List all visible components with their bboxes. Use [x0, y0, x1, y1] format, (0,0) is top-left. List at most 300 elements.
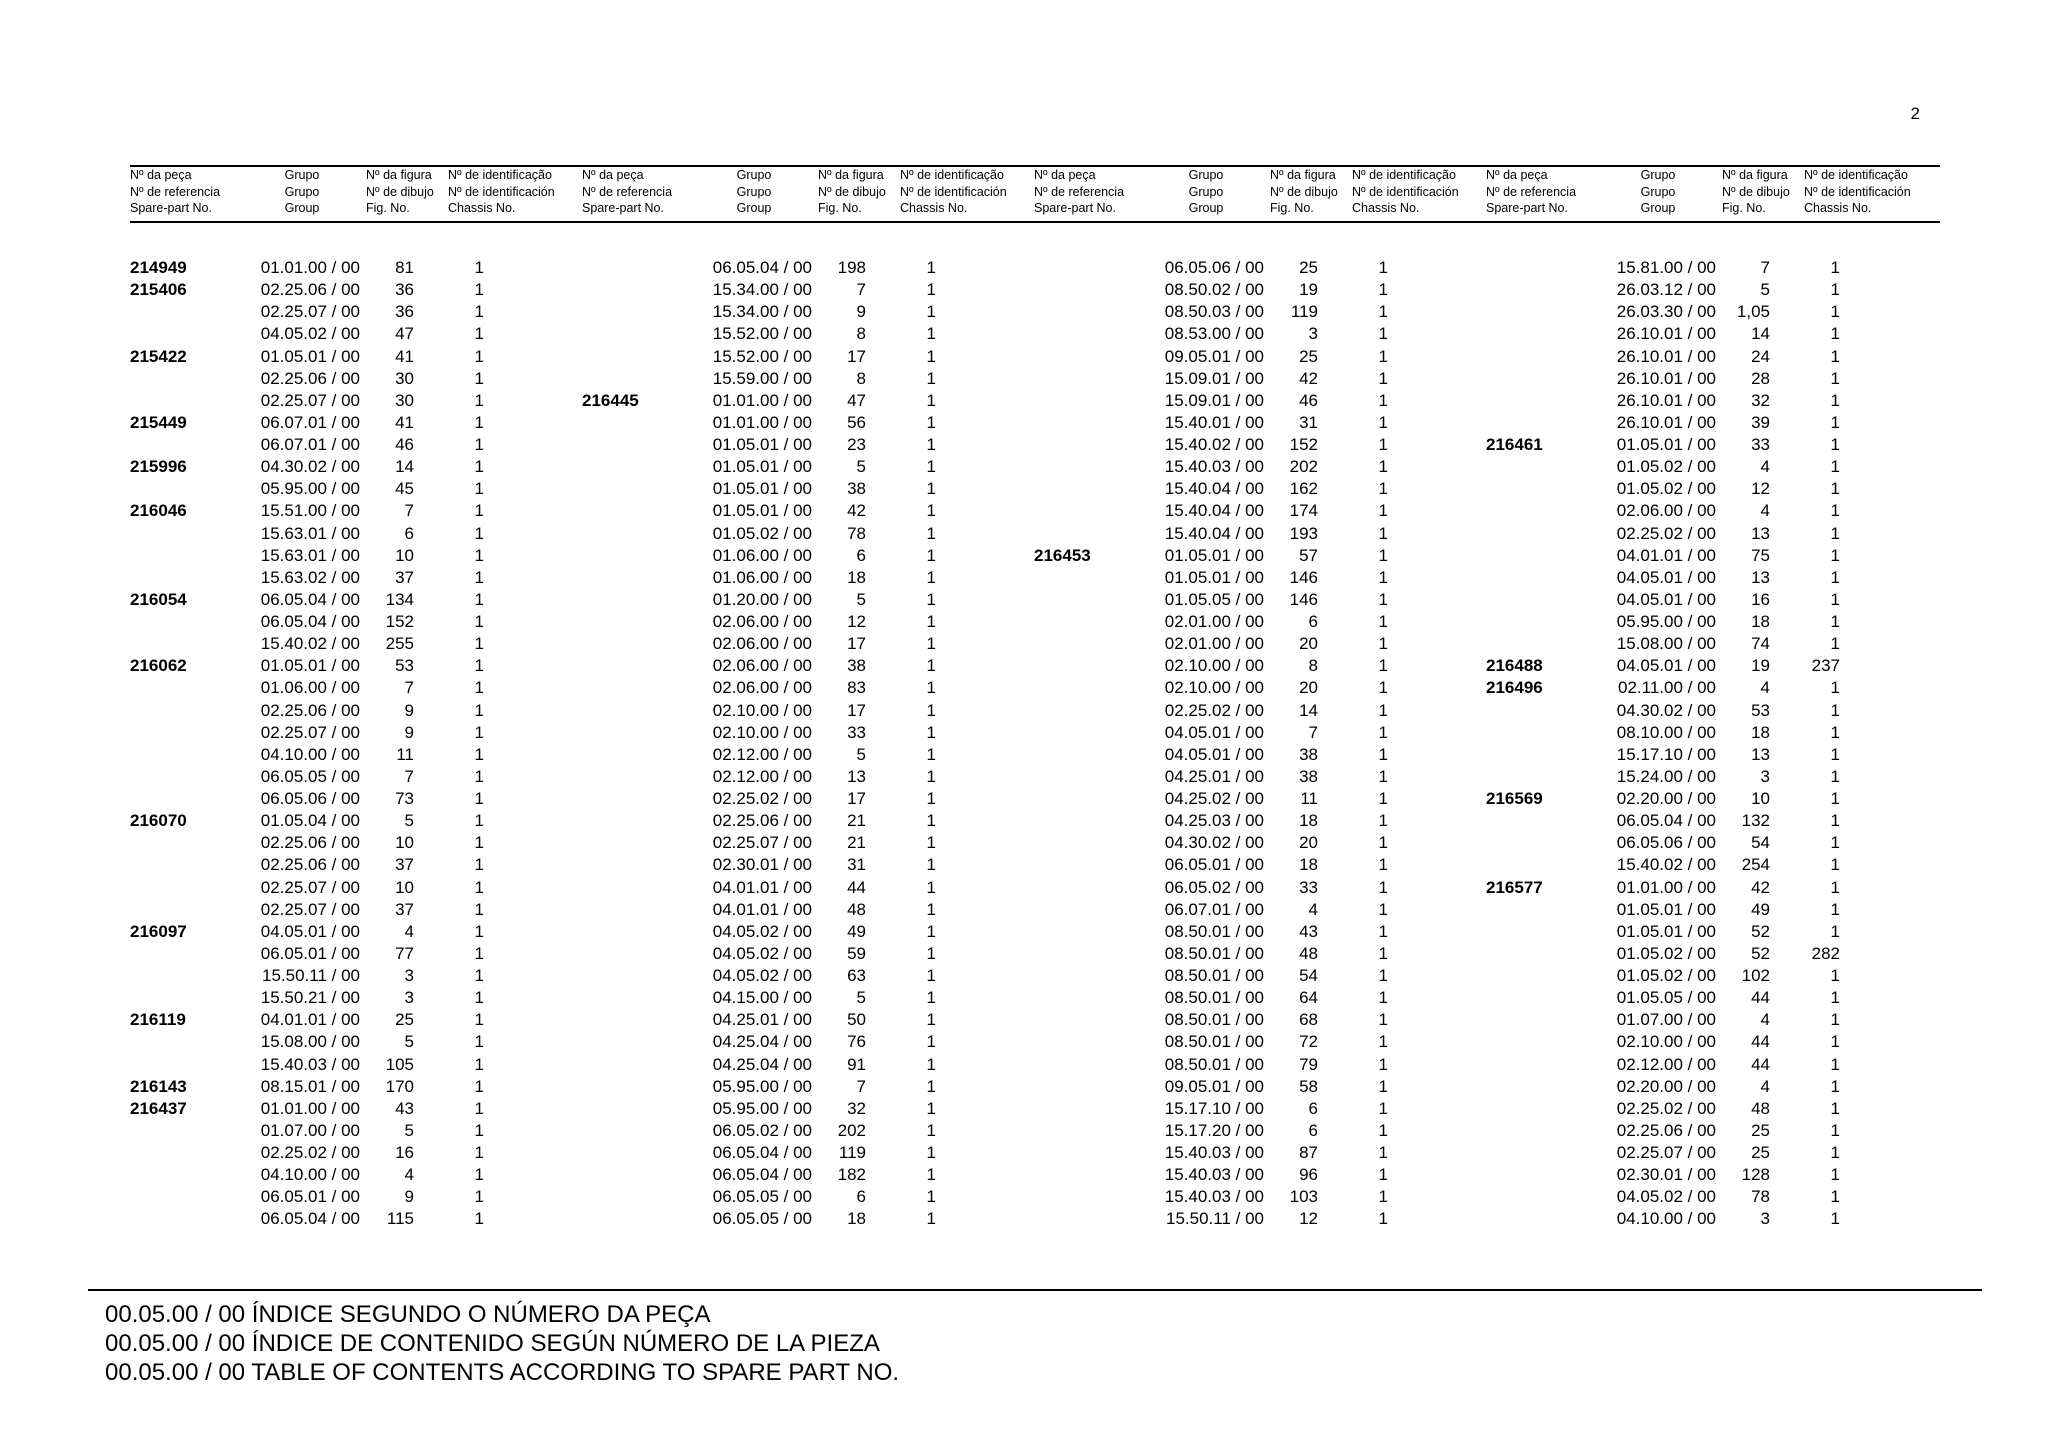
table-row — [1486, 965, 1939, 987]
table-row — [582, 1098, 1035, 1120]
group-cell: 15.40.03 / 00 — [1164, 1143, 1264, 1162]
table-row — [582, 346, 1035, 368]
figure-number-cell: 12 — [847, 612, 866, 631]
table-row — [1034, 500, 1487, 522]
group-cell: 02.12.00 / 00 — [712, 766, 812, 786]
table-row — [582, 1142, 1035, 1164]
figure-number-cell: 11 — [396, 744, 414, 764]
group-cell: 04.30.02 / 00 — [1616, 700, 1716, 720]
chassis-number-cell: 1 — [926, 833, 936, 853]
table-row — [130, 832, 583, 854]
group-cell: 04.05.02 / 00 — [260, 324, 360, 344]
figure-number-cell: 254 — [1741, 855, 1770, 875]
group-cell: 08.50.01 / 00 — [1164, 988, 1264, 1008]
table-row — [130, 655, 583, 677]
group-cell: 15.40.04 / 00 — [1164, 501, 1264, 521]
figure-number-cell: 20 — [1299, 833, 1318, 853]
group-cell: 01.05.01 / 00 — [1616, 435, 1716, 454]
chassis-number-cell: 1 — [474, 811, 484, 831]
group-cell: 06.05.06 / 00 — [1616, 833, 1716, 853]
group-cell: 15.81.00 / 00 — [1616, 258, 1716, 277]
chassis-number-cell: 1 — [1378, 1098, 1388, 1118]
chassis-number-cell: 1 — [1830, 678, 1840, 698]
figure-number-cell: 32 — [1751, 390, 1770, 410]
group-cell: 02.10.00 / 00 — [712, 700, 812, 720]
table-row — [130, 1031, 583, 1053]
chassis-number-cell: 1 — [1830, 1143, 1840, 1162]
group-cell: 02.30.01 / 00 — [712, 855, 812, 875]
table-row — [130, 301, 583, 323]
chassis-number-cell: 1 — [926, 501, 936, 521]
chassis-number-cell: 1 — [474, 833, 484, 853]
table-row — [1034, 346, 1487, 368]
figure-number-cell: 59 — [847, 943, 866, 963]
group-cell: 04.01.01 / 00 — [712, 899, 812, 919]
chassis-number-cell: 1 — [1378, 280, 1388, 300]
footer-rule — [88, 1289, 1982, 1291]
chassis-number-cell: 1 — [1378, 612, 1388, 631]
header-chassis-number-line: Nº de identificação — [1804, 168, 1908, 182]
table-row — [130, 766, 583, 788]
figure-number-cell: 38 — [1299, 744, 1318, 764]
group-cell: 08.10.00 / 00 — [1616, 722, 1716, 742]
table-row — [1486, 921, 1939, 943]
figure-number-cell: 7 — [404, 678, 414, 698]
figure-number-cell: 31 — [1299, 412, 1318, 432]
chassis-number-cell: 1 — [1830, 457, 1840, 477]
table-row — [1034, 877, 1487, 899]
figure-number-cell: 73 — [395, 789, 414, 808]
table-row — [1034, 567, 1487, 589]
chassis-number-cell: 1 — [1830, 988, 1840, 1008]
table-row — [1034, 279, 1487, 301]
header-part-number-line: Nº da peça — [582, 168, 644, 182]
figure-number-cell: 6 — [1308, 1120, 1318, 1140]
group-cell: 15.40.03 / 00 — [1164, 1165, 1264, 1185]
group-cell: 15.40.04 / 00 — [1164, 523, 1264, 543]
group-cell: 15.50.11 / 00 — [262, 966, 360, 985]
figure-number-cell: 64 — [1299, 988, 1318, 1008]
group-cell: 15.34.00 / 00 — [712, 302, 812, 322]
group-cell: 01.05.04 / 00 — [260, 811, 360, 831]
chassis-number-cell: 1 — [926, 1120, 936, 1140]
chassis-number-cell: 1 — [1830, 722, 1840, 742]
chassis-number-cell: 1 — [1378, 346, 1388, 366]
part-number-cell: 216577 — [1486, 877, 1543, 897]
table-row — [130, 567, 583, 589]
figure-number-cell: 7 — [404, 501, 414, 521]
table-row — [582, 744, 1035, 766]
table-row — [1034, 832, 1487, 854]
chassis-number-cell: 1 — [474, 789, 484, 808]
figure-number-cell: 19 — [1299, 280, 1318, 300]
table-row — [582, 500, 1035, 522]
group-cell: 04.05.02 / 00 — [1616, 1187, 1716, 1207]
table-row — [130, 987, 583, 1009]
chassis-number-cell: 1 — [474, 280, 484, 300]
chassis-number-cell: 1 — [926, 324, 936, 344]
table-row — [130, 1009, 583, 1031]
group-cell: 01.05.05 / 00 — [1616, 988, 1716, 1008]
group-cell: 04.05.01 / 00 — [260, 921, 360, 941]
header-group — [1638, 167, 1678, 217]
group-cell: 02.25.02 / 00 — [712, 789, 812, 808]
chassis-number-cell: 1 — [926, 612, 936, 631]
table-row — [130, 722, 583, 744]
chassis-number-cell: 1 — [1378, 479, 1388, 499]
group-cell: 04.10.00 / 00 — [260, 1165, 360, 1185]
figure-number-cell: 76 — [847, 1032, 866, 1052]
figure-number-cell: 41 — [395, 346, 414, 366]
chassis-number-cell: 1 — [1378, 390, 1388, 410]
chassis-number-cell: 1 — [1378, 1209, 1388, 1229]
table-row — [1034, 655, 1487, 677]
table-row — [1034, 722, 1487, 744]
table-row — [582, 1120, 1035, 1142]
group-cell: 06.05.02 / 00 — [1164, 877, 1264, 897]
chassis-number-cell: 1 — [1378, 324, 1388, 344]
table-row — [130, 1208, 583, 1230]
part-number-cell: 216070 — [130, 811, 187, 831]
group-cell: 04.05.02 / 00 — [712, 966, 812, 985]
table-row — [1034, 456, 1487, 478]
figure-number-cell: 6 — [1308, 612, 1318, 631]
header-group-line: Group — [1640, 201, 1676, 215]
group-cell: 06.05.04 / 00 — [712, 258, 812, 277]
group-cell: 02.25.07 / 00 — [260, 877, 360, 897]
header-figure-number-line: Fig. No. — [818, 201, 862, 215]
figure-number-cell: 4 — [1760, 1010, 1770, 1030]
table-row — [582, 877, 1035, 899]
header-chassis-number-line: Nº de identificação — [1352, 168, 1456, 182]
part-number-cell: 216488 — [1486, 656, 1543, 676]
table-row — [582, 1186, 1035, 1208]
table-row — [1486, 722, 1939, 744]
figure-number-cell: 44 — [1751, 988, 1770, 1008]
chassis-number-cell: 1 — [474, 457, 484, 477]
group-cell: 08.50.01 / 00 — [1164, 966, 1264, 985]
chassis-number-cell: 1 — [926, 766, 936, 786]
chassis-number-cell: 1 — [926, 302, 936, 322]
column-header-row — [582, 165, 1035, 219]
header-figure-number — [366, 167, 434, 217]
chassis-number-cell: 1 — [474, 1076, 484, 1096]
header-chassis-number — [448, 167, 555, 217]
figure-number-cell: 30 — [395, 368, 414, 388]
group-cell: 04.10.00 / 00 — [1616, 1209, 1716, 1229]
header-chassis-number — [900, 167, 1007, 217]
figure-number-cell: 193 — [1289, 523, 1318, 543]
table-row — [582, 257, 1035, 279]
group-cell: 15.40.03 / 00 — [1164, 457, 1264, 477]
header-figure-number-line: Nº de dibujo — [1270, 184, 1338, 199]
group-cell: 04.05.01 / 00 — [1616, 589, 1716, 609]
figure-number-cell: 37 — [395, 567, 414, 587]
table-row — [582, 943, 1035, 965]
figure-number-cell: 4 — [1760, 1076, 1770, 1096]
table-row — [130, 500, 583, 522]
figure-number-cell: 6 — [856, 1187, 866, 1207]
table-row — [130, 677, 583, 699]
chassis-number-cell: 1 — [474, 390, 484, 410]
figure-number-cell: 5 — [856, 457, 866, 477]
table-row — [582, 478, 1035, 500]
chassis-number-cell: 1 — [474, 1187, 484, 1207]
chassis-number-cell: 1 — [1378, 523, 1388, 543]
figure-number-cell: 17 — [847, 789, 866, 808]
figure-number-cell: 33 — [1299, 877, 1318, 897]
group-cell: 06.05.05 / 00 — [712, 1187, 812, 1207]
group-cell: 06.05.04 / 00 — [260, 589, 360, 609]
part-number-cell: 216062 — [130, 656, 187, 676]
table-row — [1034, 412, 1487, 434]
group-cell: 01.05.02 / 00 — [1616, 966, 1716, 985]
figure-number-cell: 8 — [1308, 656, 1318, 676]
chassis-number-cell: 1 — [1378, 258, 1388, 277]
chassis-number-cell: 1 — [1830, 545, 1840, 565]
figure-number-cell: 31 — [847, 855, 866, 875]
table-row — [582, 722, 1035, 744]
figure-number-cell: 58 — [1299, 1076, 1318, 1096]
group-cell: 02.06.00 / 00 — [712, 634, 812, 654]
figure-number-cell: 162 — [1289, 479, 1318, 499]
figure-number-cell: 16 — [395, 1143, 414, 1162]
table-row — [1486, 655, 1939, 677]
table-row — [582, 921, 1035, 943]
chassis-number-cell: 1 — [474, 302, 484, 322]
chassis-number-cell: 1 — [926, 258, 936, 277]
chassis-number-cell: 1 — [474, 1120, 484, 1140]
group-cell: 04.05.01 / 00 — [1164, 722, 1264, 742]
chassis-number-cell: 1 — [1830, 258, 1840, 277]
chassis-number-cell: 1 — [474, 1032, 484, 1052]
group-cell: 06.05.02 / 00 — [712, 1120, 812, 1140]
table-row — [130, 368, 583, 390]
header-figure-number-line: Nº da figura — [1270, 168, 1336, 182]
figure-number-cell: 38 — [847, 656, 866, 676]
table-row — [1034, 1054, 1487, 1076]
chassis-number-cell: 1 — [926, 877, 936, 897]
table-row — [130, 1098, 583, 1120]
group-cell: 15.17.10 / 00 — [1164, 1098, 1264, 1118]
table-row — [582, 301, 1035, 323]
group-cell: 06.05.04 / 00 — [712, 1143, 812, 1162]
chassis-number-cell: 1 — [474, 855, 484, 875]
group-cell: 06.07.01 / 00 — [260, 435, 360, 454]
part-number-cell: 216453 — [1034, 545, 1091, 565]
header-figure-number-line: Nº da figura — [818, 168, 884, 182]
part-number-cell: 216569 — [1486, 789, 1543, 808]
header-group-line: Grupo — [1188, 168, 1224, 182]
table-row — [1486, 456, 1939, 478]
figure-number-cell: 10 — [395, 877, 414, 897]
chassis-number-cell: 1 — [926, 523, 936, 543]
group-cell: 02.25.07 / 00 — [712, 833, 812, 853]
chassis-number-cell: 1 — [474, 589, 484, 609]
chassis-number-cell: 1 — [1378, 943, 1388, 963]
group-cell: 08.50.01 / 00 — [1164, 1010, 1264, 1030]
table-row — [1486, 744, 1939, 766]
table-row — [1486, 899, 1939, 921]
chassis-number-cell: 1 — [926, 567, 936, 587]
chassis-number-cell: 1 — [926, 1187, 936, 1207]
table-row — [582, 1054, 1035, 1076]
group-cell: 08.50.01 / 00 — [1164, 921, 1264, 941]
chassis-number-cell: 1 — [926, 346, 936, 366]
table-row — [1486, 611, 1939, 633]
figure-number-cell: 182 — [837, 1165, 866, 1185]
group-cell: 04.05.01 / 00 — [1164, 744, 1264, 764]
figure-number-cell: 12 — [1751, 479, 1770, 499]
group-cell: 15.40.04 / 00 — [1164, 479, 1264, 499]
chassis-number-cell: 1 — [1378, 302, 1388, 322]
group-cell: 02.10.00 / 00 — [1616, 1032, 1716, 1052]
group-cell: 01.20.00 / 00 — [712, 589, 812, 609]
table-row — [1486, 301, 1939, 323]
header-figure-number-line: Fig. No. — [1270, 201, 1314, 215]
chassis-number-cell: 1 — [926, 1010, 936, 1030]
table-row — [1034, 899, 1487, 921]
group-cell: 15.50.11 / 00 — [1166, 1209, 1264, 1229]
part-number-cell: 215406 — [130, 280, 187, 300]
figure-number-cell: 5 — [404, 811, 414, 831]
group-cell: 08.50.03 / 00 — [1164, 302, 1264, 322]
table-row — [130, 257, 583, 279]
table-row — [130, 744, 583, 766]
group-cell: 15.52.00 / 00 — [712, 324, 812, 344]
header-group-line: Grupo — [284, 184, 320, 199]
group-cell: 02.25.06 / 00 — [260, 833, 360, 853]
table-row — [1034, 1208, 1487, 1230]
chassis-number-cell: 1 — [1830, 346, 1840, 366]
header-part-number-line: Spare-part No. — [1034, 201, 1116, 215]
group-cell: 26.10.01 / 00 — [1616, 412, 1716, 432]
group-cell: 06.07.01 / 00 — [260, 412, 360, 432]
chassis-number-cell: 1 — [926, 412, 936, 432]
group-cell: 01.05.01 / 00 — [1164, 545, 1264, 565]
header-figure-number-line: Nº de dibujo — [818, 184, 886, 199]
group-cell: 15.40.01 / 00 — [1164, 412, 1264, 432]
figure-number-cell: 53 — [1751, 700, 1770, 720]
group-cell: 04.10.00 / 00 — [260, 744, 360, 764]
chassis-number-cell: 1 — [1378, 368, 1388, 388]
table-row — [130, 1054, 583, 1076]
table-row — [1486, 1076, 1939, 1098]
group-cell: 06.05.04 / 00 — [712, 1165, 812, 1185]
chassis-number-cell: 1 — [1830, 1187, 1840, 1207]
table-row — [130, 965, 583, 987]
chassis-number-cell: 1 — [474, 346, 484, 366]
chassis-number-cell: 1 — [474, 744, 484, 764]
table-row — [1034, 478, 1487, 500]
table-row — [582, 854, 1035, 876]
figure-number-cell: 174 — [1289, 501, 1318, 521]
table-row — [582, 899, 1035, 921]
chassis-number-cell: 1 — [474, 501, 484, 521]
table-row — [582, 323, 1035, 345]
header-group — [282, 167, 322, 217]
table-row — [582, 545, 1035, 567]
chassis-number-cell: 1 — [1378, 966, 1388, 985]
group-cell: 02.25.06 / 00 — [260, 368, 360, 388]
figure-number-cell: 16 — [1751, 589, 1770, 609]
chassis-number-cell: 1 — [1830, 1032, 1840, 1052]
page-number: 2 — [1910, 104, 1920, 123]
group-cell: 06.05.04 / 00 — [260, 612, 360, 631]
table-row — [1486, 987, 1939, 1009]
chassis-number-cell: 1 — [1378, 457, 1388, 477]
figure-number-cell: 44 — [1751, 1054, 1770, 1074]
figure-number-cell: 25 — [1299, 258, 1318, 277]
chassis-number-cell: 1 — [926, 435, 936, 454]
figure-number-cell: 38 — [847, 479, 866, 499]
table-row — [582, 567, 1035, 589]
header-figure-number-line: Nº de dibujo — [1722, 184, 1790, 199]
part-number-cell: 216046 — [130, 501, 187, 521]
table-row — [1034, 788, 1487, 810]
header-group-line: Grupo — [1640, 184, 1676, 199]
header-group-line: Grupo — [736, 184, 772, 199]
group-cell: 02.25.02 / 00 — [1616, 1098, 1716, 1118]
table-row — [1034, 301, 1487, 323]
table-row — [1034, 1009, 1487, 1031]
header-group-line: Grupo — [736, 168, 772, 182]
group-cell: 01.01.00 / 00 — [712, 412, 812, 432]
table-row — [1486, 545, 1939, 567]
column-header-row — [1486, 165, 1939, 219]
table-row — [582, 766, 1035, 788]
figure-number-cell: 36 — [395, 280, 414, 300]
footer-line-es: 00.05.00 / 00 ÍNDICE DE CONTENIDO SEGÚN NÚMERO DE LA PIEZA — [105, 1330, 880, 1357]
figure-number-cell: 170 — [385, 1076, 414, 1096]
chassis-number-cell: 1 — [1830, 634, 1840, 654]
chassis-number-cell: 1 — [1378, 833, 1388, 853]
header-figure-number-line: Fig. No. — [366, 201, 410, 215]
figure-number-cell: 14 — [1751, 324, 1770, 344]
figure-number-cell: 103 — [1289, 1187, 1318, 1207]
chassis-number-cell: 1 — [926, 1165, 936, 1185]
group-cell: 15.59.00 / 00 — [712, 368, 812, 388]
footer-line-pt: 00.05.00 / 00 ÍNDICE SEGUNDO O NÚMERO DA PEÇA — [105, 1301, 711, 1328]
figure-number-cell: 21 — [847, 833, 866, 853]
figure-number-cell: 42 — [847, 501, 866, 521]
table-row — [582, 1076, 1035, 1098]
group-cell: 04.30.02 / 00 — [260, 457, 360, 477]
table-row — [1486, 390, 1939, 412]
chassis-number-cell: 1 — [1830, 1010, 1840, 1030]
header-figure-number — [1270, 167, 1338, 217]
figure-number-cell: 68 — [1299, 1010, 1318, 1030]
table-row — [1034, 257, 1487, 279]
header-part-number-line: Nº da peça — [130, 168, 192, 182]
figure-number-cell: 14 — [395, 457, 414, 477]
footer-line-en: 00.05.00 / 00 TABLE OF CONTENTS ACCORDING TO SPARE PART NO. — [105, 1359, 900, 1386]
header-part-number-line: Spare-part No. — [582, 201, 664, 215]
group-cell: 15.63.02 / 00 — [260, 567, 360, 587]
index-rows — [1486, 257, 1939, 1231]
table-row — [1034, 943, 1487, 965]
group-cell: 15.51.00 / 00 — [260, 501, 360, 521]
group-cell: 04.25.04 / 00 — [712, 1054, 812, 1074]
figure-number-cell: 5 — [1760, 280, 1770, 300]
group-cell: 01.01.00 / 00 — [712, 390, 812, 410]
table-row — [1486, 1142, 1939, 1164]
table-row — [1486, 943, 1939, 965]
figure-number-cell: 7 — [856, 280, 866, 300]
figure-number-cell: 81 — [395, 258, 414, 277]
table-row — [1034, 390, 1487, 412]
group-cell: 04.25.04 / 00 — [712, 1032, 812, 1052]
